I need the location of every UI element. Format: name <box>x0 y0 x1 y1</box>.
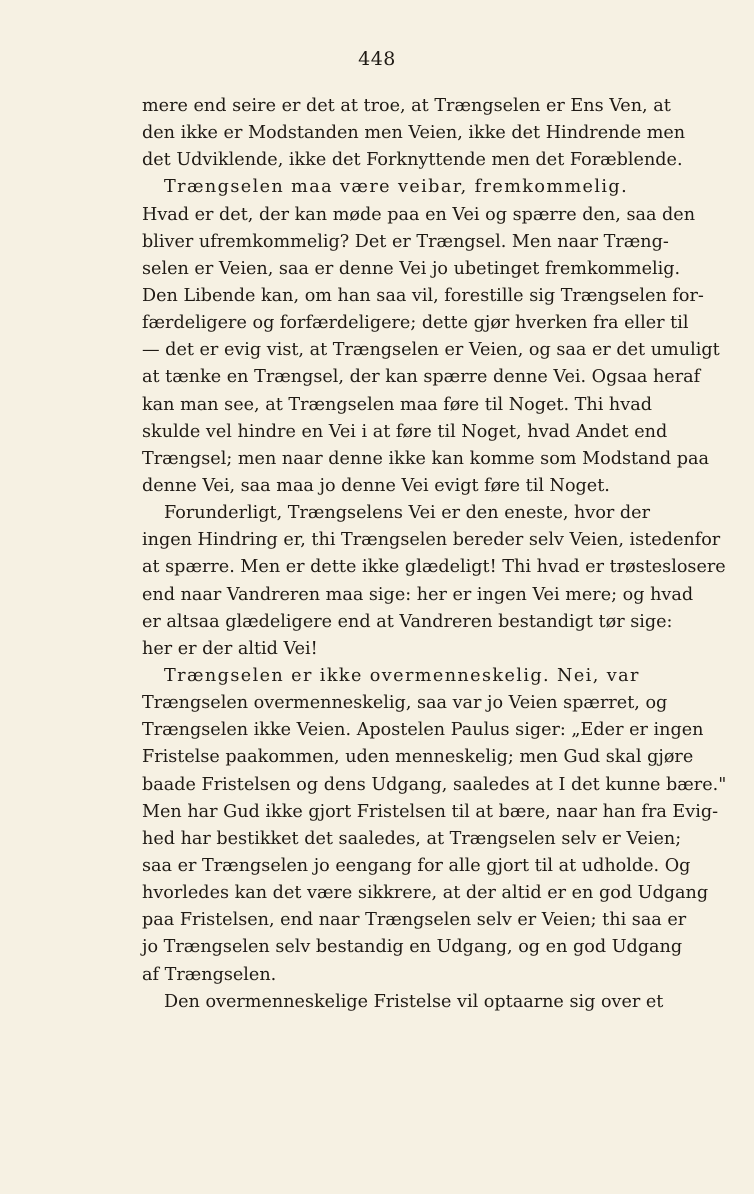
text-line: Trængsel; men naar denne ikke kan komme som Modstand paa <box>142 448 709 469</box>
text-line: — det er evig vist, at Trængselen er Veien, og saa er det umuligt <box>142 340 720 361</box>
text-line: Trængselen ikke Veien. Apostelen Paulus siger: „Eder er ingen <box>142 720 704 741</box>
text-line: end naar Vandreren maa sige: her er ingen Vei mere; og hvad <box>142 584 694 605</box>
text-line: Men har Gud ikke gjort Fristelsen til at bære, naar han fra Evig- <box>142 801 719 822</box>
text-line: Forunderligt, Trængselens Vei er den eneste, hvor der <box>164 503 651 524</box>
text-line: at spærre. Men er dette ikke glædeligt! Thi hvad er trøsteslosere <box>142 557 726 578</box>
text-line: jo Trængselen selv bestandig en Udgang, og en god Udgang <box>142 937 683 958</box>
page-number: 448 <box>358 48 396 70</box>
text-line: skulde vel hindre en Vei i at føre til Noget, hvad Andet end <box>142 421 668 442</box>
text-line: Den overmenneskelige Fristelse vil optaarne sig over et <box>164 991 664 1012</box>
body-text <box>142 93 727 1016</box>
text-line: hvorledes kan det være sikkrere, at der altid er en god Udgang <box>142 883 709 904</box>
text-line: selen er Veien, saa er denne Vei jo ubetinget fremkommelig. <box>142 258 681 279</box>
text-line: saa er Trængselen jo eengang for alle gjort til at udholde. Og <box>142 855 691 876</box>
text-line: her er der altid Vei! <box>142 638 318 659</box>
text-line: Den Libende kan, om han saa vil, forestille sig Trængselen for- <box>142 285 704 306</box>
text-line: hed har bestikket det saaledes, at Trængselen selv er Veien; <box>142 828 682 849</box>
text-line: denne Vei, saa maa jo denne Vei evigt føre til Noget. <box>142 475 610 496</box>
text-line: er altsaa glædeligere end at Vandreren bestandigt tør sige: <box>142 611 673 632</box>
text-line: Trængselen er ikke overmenneskelig. Nei, var <box>164 665 640 686</box>
text-line: Hvad er det, der kan møde paa en Vei og spærre den, saa den <box>142 204 696 225</box>
text-line: at tænke en Trængsel, der kan spærre denne Vei. Ogsaa heraf <box>142 367 701 388</box>
text-line: paa Fristelsen, end naar Trængselen selv er Veien; thi saa er <box>142 910 687 931</box>
text-line: mere end seire er det at troe, at Trængselen er Ens Ven, at <box>142 96 671 116</box>
text-line: Trængselen overmenneskelig, saa var jo Veien spærret, og <box>142 693 668 714</box>
text-line: Trængselen maa være veibar, fremkommelig. <box>164 177 629 198</box>
text-line: af Trængselen. <box>142 964 277 985</box>
text-line: baade Fristelsen og dens Udgang, saaledes at I det kunne bære." <box>142 774 727 795</box>
text-line: kan man see, at Trængselen maa føre til Noget. Thi hvad <box>142 394 652 415</box>
text-line: Fristelse paakommen, uden menneskelig; men Gud skal gjøre <box>142 747 694 768</box>
text-line: bliver ufremkommelig? Det er Trængsel. Men naar Træng- <box>142 231 669 252</box>
text-line: ingen Hindring er, thi Trængselen bereder selv Veien, istedenfor <box>142 530 721 551</box>
text-line: færdeligere og forfærdeligere; dette gjør hverken fra eller til <box>142 313 689 334</box>
text-line: det Udviklende, ikke det Forknyttende men det Foræblende. <box>142 150 683 171</box>
text-line: den ikke er Modstanden men Veien, ikke det Hindrende men <box>142 123 686 144</box>
